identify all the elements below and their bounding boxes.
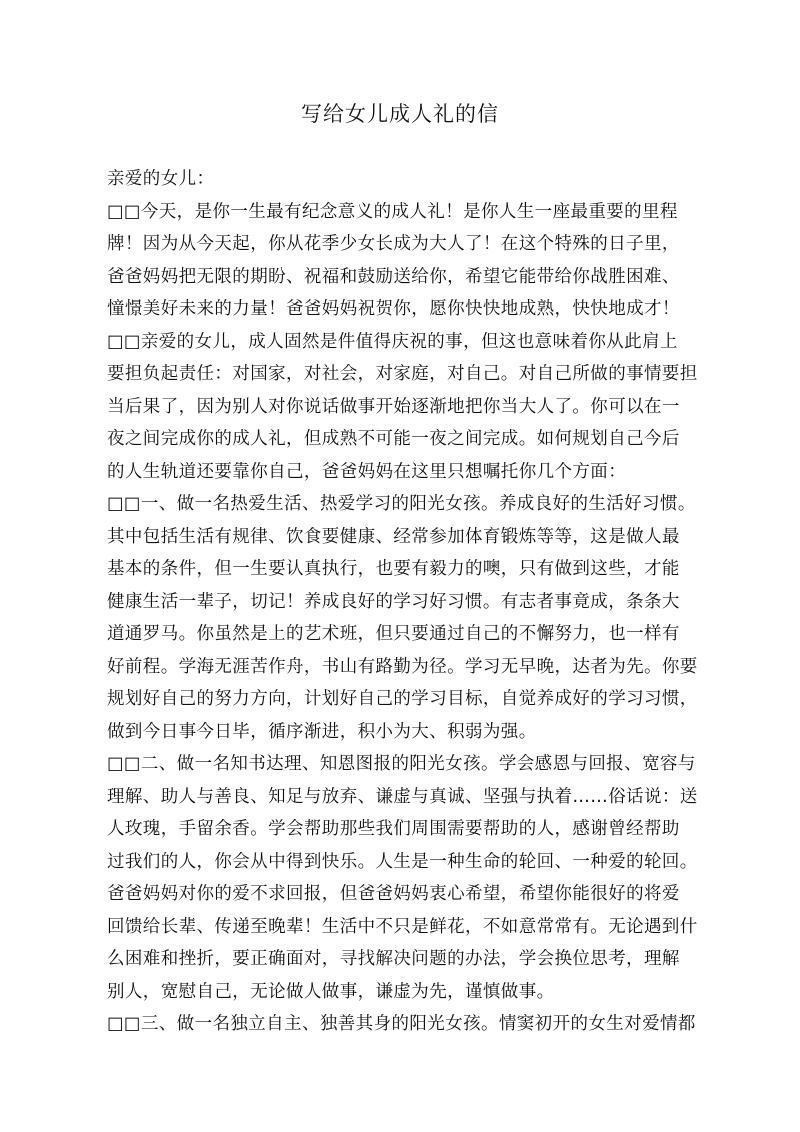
text-line: 做到今日事今日毕，循序渐进，积小为大、积弱为强。 bbox=[107, 721, 537, 742]
text-line: 其中包括生活有规律、饮食要健康、经常参加体育锻炼等等，这是做人最 bbox=[107, 526, 680, 547]
text-line: 的人生轨道还要靠你自己，爸爸妈妈在这里只想嘱托你几个方面： bbox=[107, 461, 627, 482]
text-line: 当后果了，因为别人对你说话做事开始逐渐地把你当大人了。你可以在一 bbox=[107, 396, 680, 417]
text-line: 爸爸妈妈对你的爱不求回报，但爸爸妈妈衷心希望，希望你能很好的将爱 bbox=[107, 884, 680, 904]
text-line: 要担负起责任：对国家，对社会，对家庭，对自己。对自己所做的事情要担 bbox=[107, 364, 698, 384]
text-line: □□亲爱的女儿，成人固然是件值得庆祝的事，但这也意味着你从此肩上 bbox=[107, 331, 678, 352]
text-line: 过我们的人，你会从中得到快乐。人生是一种生命的轮回、一种爱的轮回。 bbox=[107, 851, 698, 872]
text-line: 憧憬美好未来的力量！爸爸妈妈祝贺你，愿你快快地成熟，快快地成才！ bbox=[107, 299, 680, 319]
page-title: 写给女儿成人礼的信 bbox=[301, 102, 499, 126]
text-line: □□今天，是你一生最有纪念意义的成人礼！是你人生一座最重要的里程 bbox=[107, 201, 678, 222]
text-line: 亲爱的女儿： bbox=[107, 169, 215, 189]
text-line: 别人，宽慰自己，无论做人做事，谦虚为先，谨慎做事。 bbox=[107, 981, 555, 1002]
text-line: 道通罗马。你虽然是上的艺术班，但只要通过自己的不懈努力，也一样有 bbox=[107, 624, 680, 644]
text-line: 爸爸妈妈把无限的期盼、祝福和鼓励送给你，希望它能带给你战胜困难、 bbox=[107, 266, 680, 287]
text-line: 人玫瑰，手留余香。学会帮助那些我们周围需要帮助的人，感谢曾经帮助 bbox=[107, 819, 680, 839]
text-line: 健康生活一辈子，切记！养成良好的学习好习惯。有志者事竟成，条条大 bbox=[107, 591, 680, 612]
text-line: 好前程。学海无涯苦作舟，书山有路勤为径。学习无早晚，达者为先。你要 bbox=[107, 656, 698, 677]
text-line: 牌！因为从今天起，你从花季少女长成为大人了！在这个特殊的日子里， bbox=[107, 234, 680, 254]
text-line: □□一、做一名热爱生活、热爱学习的阳光女孩。养成良好的生活好习惯。 bbox=[107, 494, 696, 514]
text-line: 基本的条件，但一生要认真执行，也要有毅力的噢，只有做到这些，才能 bbox=[107, 559, 680, 579]
text-line: 理解、助人与善良、知足与放弃、谦虚与真诚、坚强与执着……俗话说：送 bbox=[107, 786, 698, 807]
text-line: □□三、做一名独立自主、独善其身的阳光女孩。情窦初开的女生对爱情都 bbox=[107, 1014, 696, 1034]
text-line: 回馈给长辈、传递至晚辈！生活中不只是鲜花，不如意常常有。无论遇到什 bbox=[107, 916, 698, 937]
text-line: 么困难和挫折，要正确面对，寻找解决问题的办法，学会换位思考，理解 bbox=[107, 949, 680, 969]
text-line: 夜之间完成你的成人礼，但成熟不可能一夜之间完成。如何规划自己今后 bbox=[107, 429, 680, 449]
text-line: 规划好自己的努力方向，计划好自己的学习目标，自觉养成好的学习习惯， bbox=[107, 689, 698, 709]
text-line: □□二、做一名知书达理、知恩图报的阳光女孩。学会感恩与回报、宽容与 bbox=[107, 754, 696, 774]
letter-body bbox=[107, 163, 701, 1041]
